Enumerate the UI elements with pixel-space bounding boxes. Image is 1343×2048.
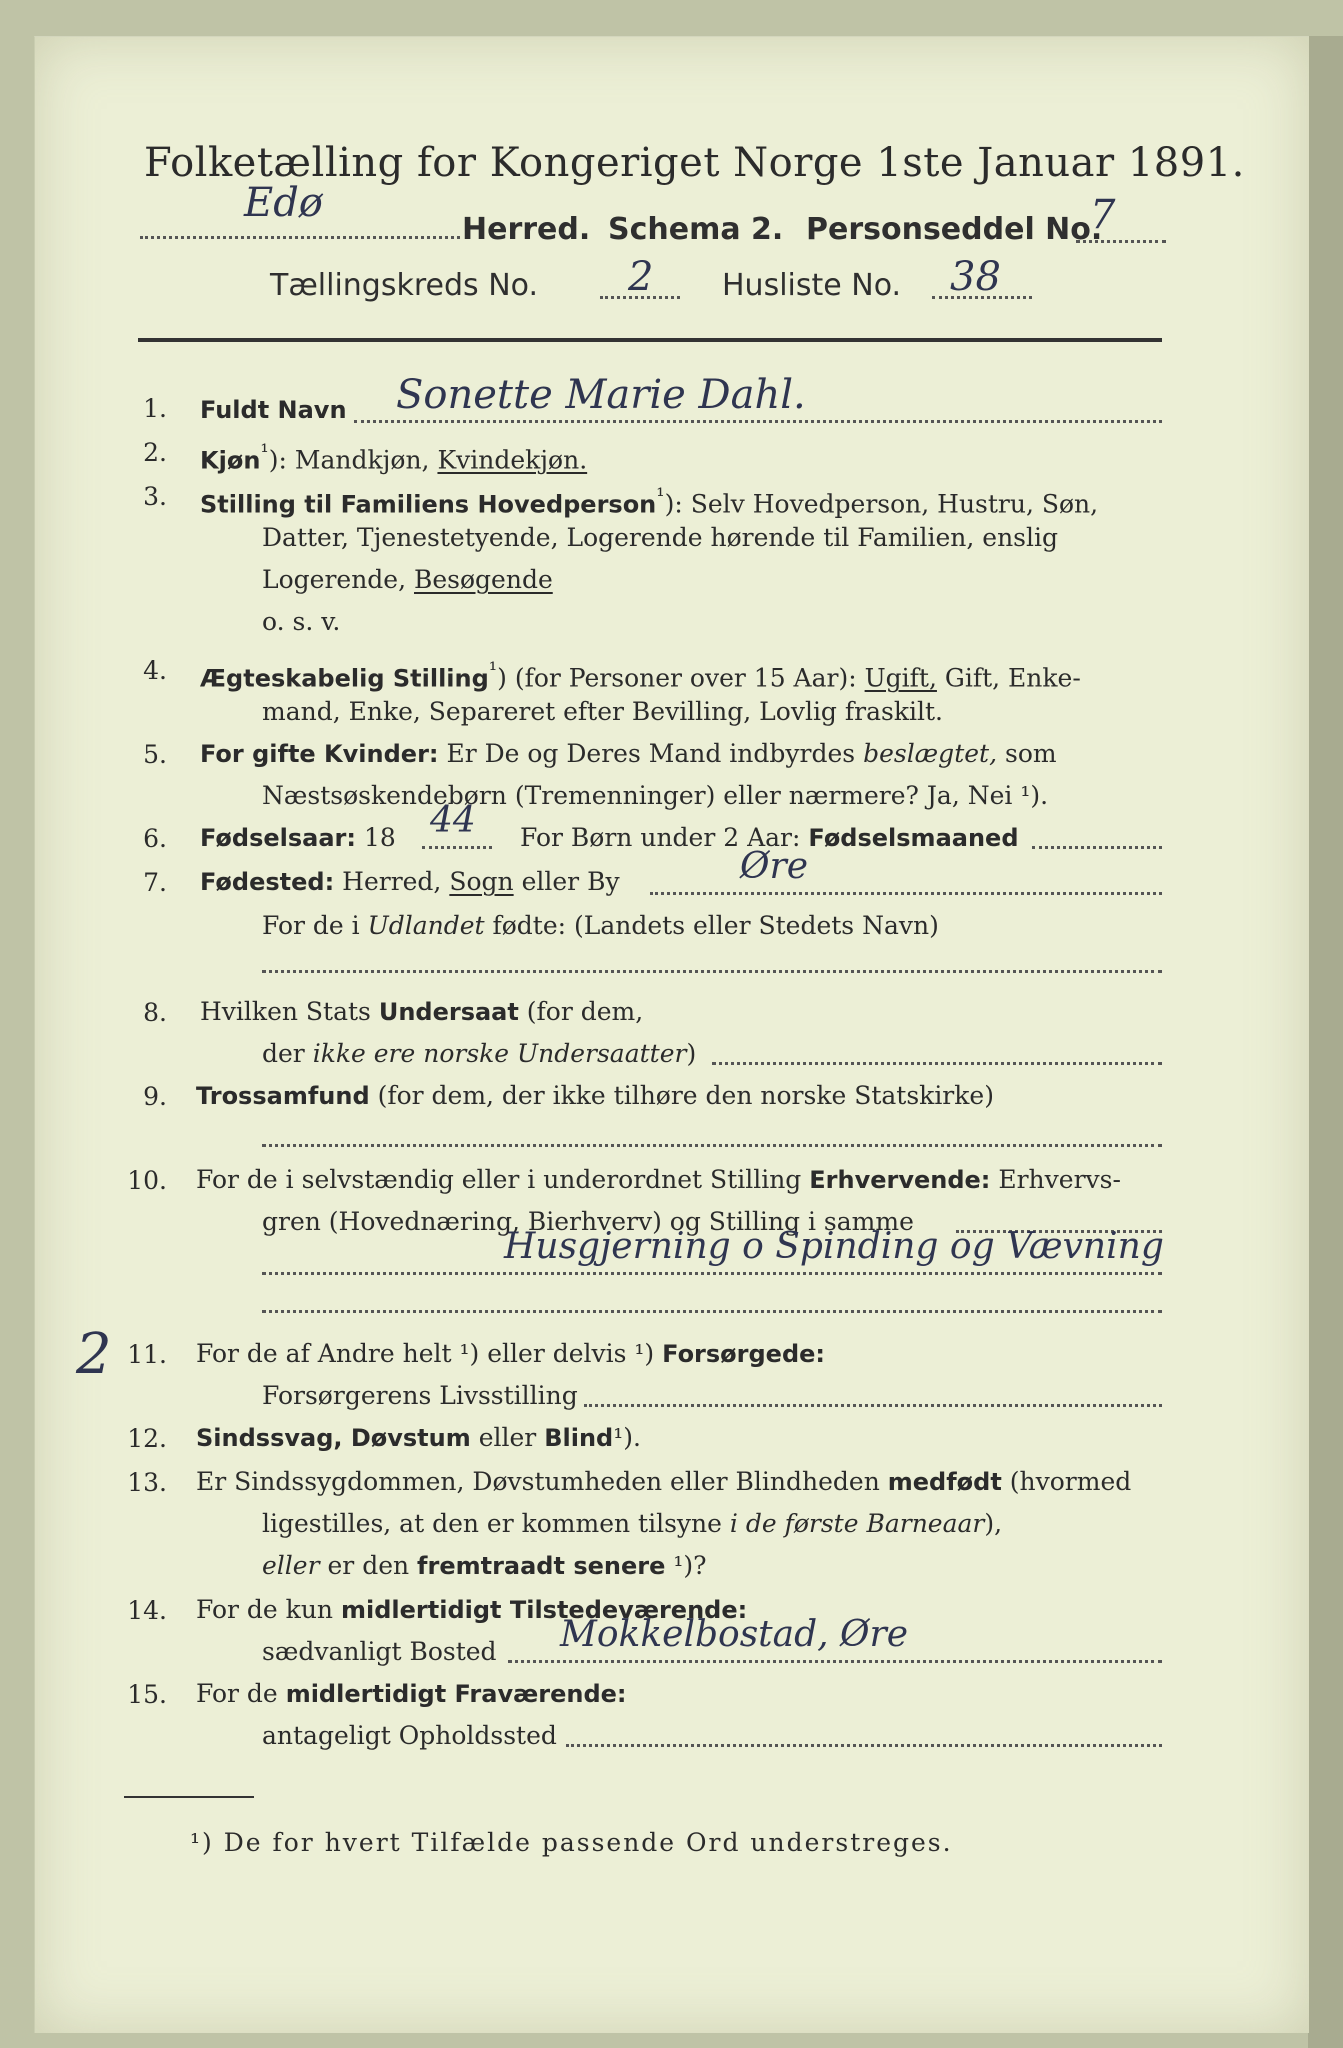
q10-line2: gren (Hovednæring, Bierhverv) og Stilling i samme [262, 1207, 914, 1236]
q7-number: 7. [143, 868, 167, 897]
q4-line2: mand, Enke, Separeret efter Bevilling, Lovlig fraskilt. [262, 697, 943, 726]
q6-text: For Børn under 2 Aar: [520, 823, 801, 852]
q13-text3a: eller [262, 1551, 320, 1580]
q11-margin-mark: 2 [76, 1322, 112, 1387]
q6-year-value: 44 [430, 800, 476, 841]
q6-number: 6. [143, 824, 167, 853]
q11-line2: Forsørgerens Livsstilling [262, 1381, 578, 1410]
q3-line4: o. s. v. [262, 607, 341, 636]
q13-line3 [262, 1546, 707, 1586]
q13-text2b: i de første Barneaar [729, 1509, 985, 1538]
q1-name-value: Sonette Marie Dahl. [396, 372, 806, 418]
q13-text2c: ), [984, 1509, 1003, 1538]
q2-sup: ¹ [260, 440, 269, 464]
q15-dotted-line [566, 1744, 1162, 1747]
q15-label: midlertidigt Fraværende: [285, 1680, 627, 1708]
page-edge-shadow [1308, 36, 1343, 2048]
q13-text1b: (hvormed [1009, 1467, 1132, 1496]
husliste-value: 38 [950, 254, 1001, 300]
q10-dotted-line [262, 1272, 1162, 1275]
q11-line1 [196, 1334, 825, 1374]
q3-number: 3. [143, 482, 167, 511]
q6-month-dotted-line [1032, 846, 1162, 849]
q3-sup: ¹ [656, 484, 665, 508]
q6-prefix: 18 [363, 823, 396, 852]
herred-dotted-line [140, 236, 460, 239]
q13-label2: fremtraadt senere [417, 1552, 666, 1580]
q8-line2 [262, 1034, 696, 1074]
q13-line1 [196, 1462, 1131, 1502]
q10-label: Erhvervende: [809, 1166, 991, 1194]
q3-text1: ): Selv Hovedperson, Hustru, Søn, [664, 489, 1099, 519]
kreds-value: 2 [628, 254, 654, 300]
q8-line1 [200, 992, 643, 1032]
q7-text2b: Udlandet [367, 911, 485, 940]
form-title: Folketælling for Kongeriget Norge 1ste Januar 1891. [144, 140, 1245, 186]
q10-number: 10. [127, 1166, 167, 1195]
q6-line [200, 818, 396, 858]
q4-label: Ægteskabelig Stilling [200, 664, 489, 693]
q2-text: ): Mandkjøn, [268, 445, 430, 475]
q5-number: 5. [143, 740, 167, 769]
q13-text3c: ¹)? [673, 1551, 707, 1580]
q7-line2 [262, 906, 939, 946]
q13-number: 13. [127, 1468, 167, 1497]
q9-number: 9. [143, 1082, 167, 1111]
q15-line2: antageligt Opholdssted [262, 1721, 557, 1750]
q4-sup: ¹ [488, 658, 498, 682]
q9-label: Trossamfund [196, 1082, 370, 1110]
q2-label: Kjøn [200, 446, 261, 475]
personseddel-value: 7 [1090, 192, 1116, 238]
q7-label: Fødested: [200, 868, 335, 896]
q14-number: 14. [127, 1596, 167, 1625]
kreds-label: Tællingskreds No. [270, 268, 538, 303]
q2-option-selected: Kvindekjøn. [437, 445, 588, 475]
q8-text1a: Hvilken Stats [200, 997, 371, 1026]
q10-text1b: Erhvervs- [998, 1165, 1121, 1194]
q4-option-selected: Ugift, [864, 663, 937, 693]
personseddel-label: Personseddel No. [806, 212, 1103, 247]
q8-text2b: ikke ere norske Undersaatter [312, 1039, 687, 1068]
q1-number: 1. [143, 394, 167, 423]
q5-text1a: Er De og Deres Mand indbyrdes [446, 739, 856, 768]
q12-text-b: ¹). [613, 1423, 641, 1452]
q4-text1c: Gift, Enke- [944, 663, 1081, 693]
q7-birthplace-value: Øre [740, 846, 809, 887]
q13-label: medfødt [887, 1468, 1002, 1496]
q12-line [196, 1418, 641, 1458]
q6-label2: Fødselsmaaned [808, 824, 1019, 852]
q7-line1 [200, 862, 620, 902]
q14-text1a: For de kun [196, 1595, 334, 1624]
q4-number: 4. [143, 656, 167, 685]
q10-line1 [196, 1160, 1121, 1200]
q13-text2a: ligestilles, at den er kommen tilsyne [262, 1509, 722, 1538]
q2-line [200, 432, 587, 480]
q14-dotted-line [508, 1660, 1162, 1663]
footnote-rule [124, 1796, 254, 1798]
q15-number: 15. [127, 1680, 167, 1709]
q2-number: 2. [143, 438, 167, 467]
q3-line3 [262, 560, 553, 600]
q6-year-dotted-line [422, 846, 492, 849]
q8-text2c: ) [686, 1039, 697, 1068]
q9-text: (for dem, der ikke tilhøre den norske Statskirke) [377, 1081, 994, 1110]
q7-foreign-dotted-line [262, 970, 1162, 973]
q7-text2a: For de i [262, 911, 360, 940]
q7-dotted-line [650, 892, 1162, 895]
q10-dotted-line2 [262, 1310, 1162, 1313]
q3-text3a: Logerende, [262, 565, 407, 594]
q8-text1b: (for dem, [526, 997, 644, 1026]
schema-label: Schema 2. [608, 212, 784, 247]
q5-line2: Næstsøskendebørn (Tremenninger) eller nærmere? Ja, Nei ¹). [262, 781, 1049, 810]
q3-label: Stilling til Familiens Hovedperson [200, 490, 657, 519]
q13-text1a: Er Sindssygdommen, Døvstumheden eller Blindheden [196, 1467, 880, 1496]
personseddel-dotted-line [1076, 240, 1166, 243]
q12-label: Sindssvag, Døvstum [196, 1424, 471, 1452]
footnote: ¹) De for hvert Tilfælde passende Ord understreges. [190, 1828, 953, 1857]
q12-number: 12. [127, 1424, 167, 1453]
q5-text1c: som [1004, 739, 1057, 768]
q14-line2: sædvanligt Bosted [262, 1637, 497, 1666]
q9-dotted-line [262, 1144, 1162, 1147]
q9-line [196, 1076, 994, 1116]
q5-label: For gifte Kvinder: [200, 740, 439, 768]
q7-text-c: eller By [521, 867, 620, 896]
q1-dotted-line [354, 420, 1162, 423]
q13-text3b: er den [327, 1551, 410, 1580]
q5-text1b: beslægtet, [863, 739, 998, 768]
q13-line2 [262, 1504, 1002, 1544]
q3-line2: Datter, Tjenestetyende, Logerende hørende til Familien, enslig [262, 523, 1059, 552]
herred-label: Herred. [462, 212, 591, 247]
q12-label2: Blind [544, 1424, 614, 1452]
q7-text-a: Herred, [342, 867, 442, 896]
q15-text1a: For de [196, 1679, 278, 1708]
husliste-label: Husliste No. [722, 268, 902, 303]
q11-number: 11. [127, 1340, 167, 1369]
q12-text-a: eller [478, 1423, 537, 1452]
q7-option-selected: Sogn [449, 867, 514, 896]
q10-text1a: For de i selvstændig eller i underordnet Stilling [196, 1165, 802, 1194]
q8-number: 8. [143, 998, 167, 1027]
q11-label: Forsørgede: [662, 1340, 826, 1368]
q6-label: Fødselsaar: [200, 824, 356, 852]
q8-dotted-line [712, 1062, 1162, 1065]
q4-text1a: ) (for Personer over 15 Aar): [497, 663, 857, 693]
herred-value: Edø [244, 180, 323, 226]
q11-text1a: For de af Andre helt ¹) eller delvis ¹) [196, 1339, 655, 1368]
q8-text2a: der [262, 1039, 305, 1068]
q8-label: Undersaat [378, 998, 519, 1026]
q1-label: Fuldt Navn [200, 396, 347, 424]
q3-option-selected: Besøgende [414, 565, 553, 594]
header-rule [138, 338, 1162, 342]
q14-residence-value: Mokkelbostad, Øre [560, 1614, 909, 1655]
q10-occupation-value: Husgjerning o Spinding og Vævning [504, 1226, 1164, 1267]
q11-dotted-line [584, 1404, 1162, 1407]
q15-line1 [196, 1674, 627, 1714]
q7-text2c: fødte: (Landets eller Stedets Navn) [492, 911, 939, 940]
q14-label: midlertidigt Tilstedeværende: [340, 1596, 748, 1624]
q5-line1 [200, 734, 1057, 774]
